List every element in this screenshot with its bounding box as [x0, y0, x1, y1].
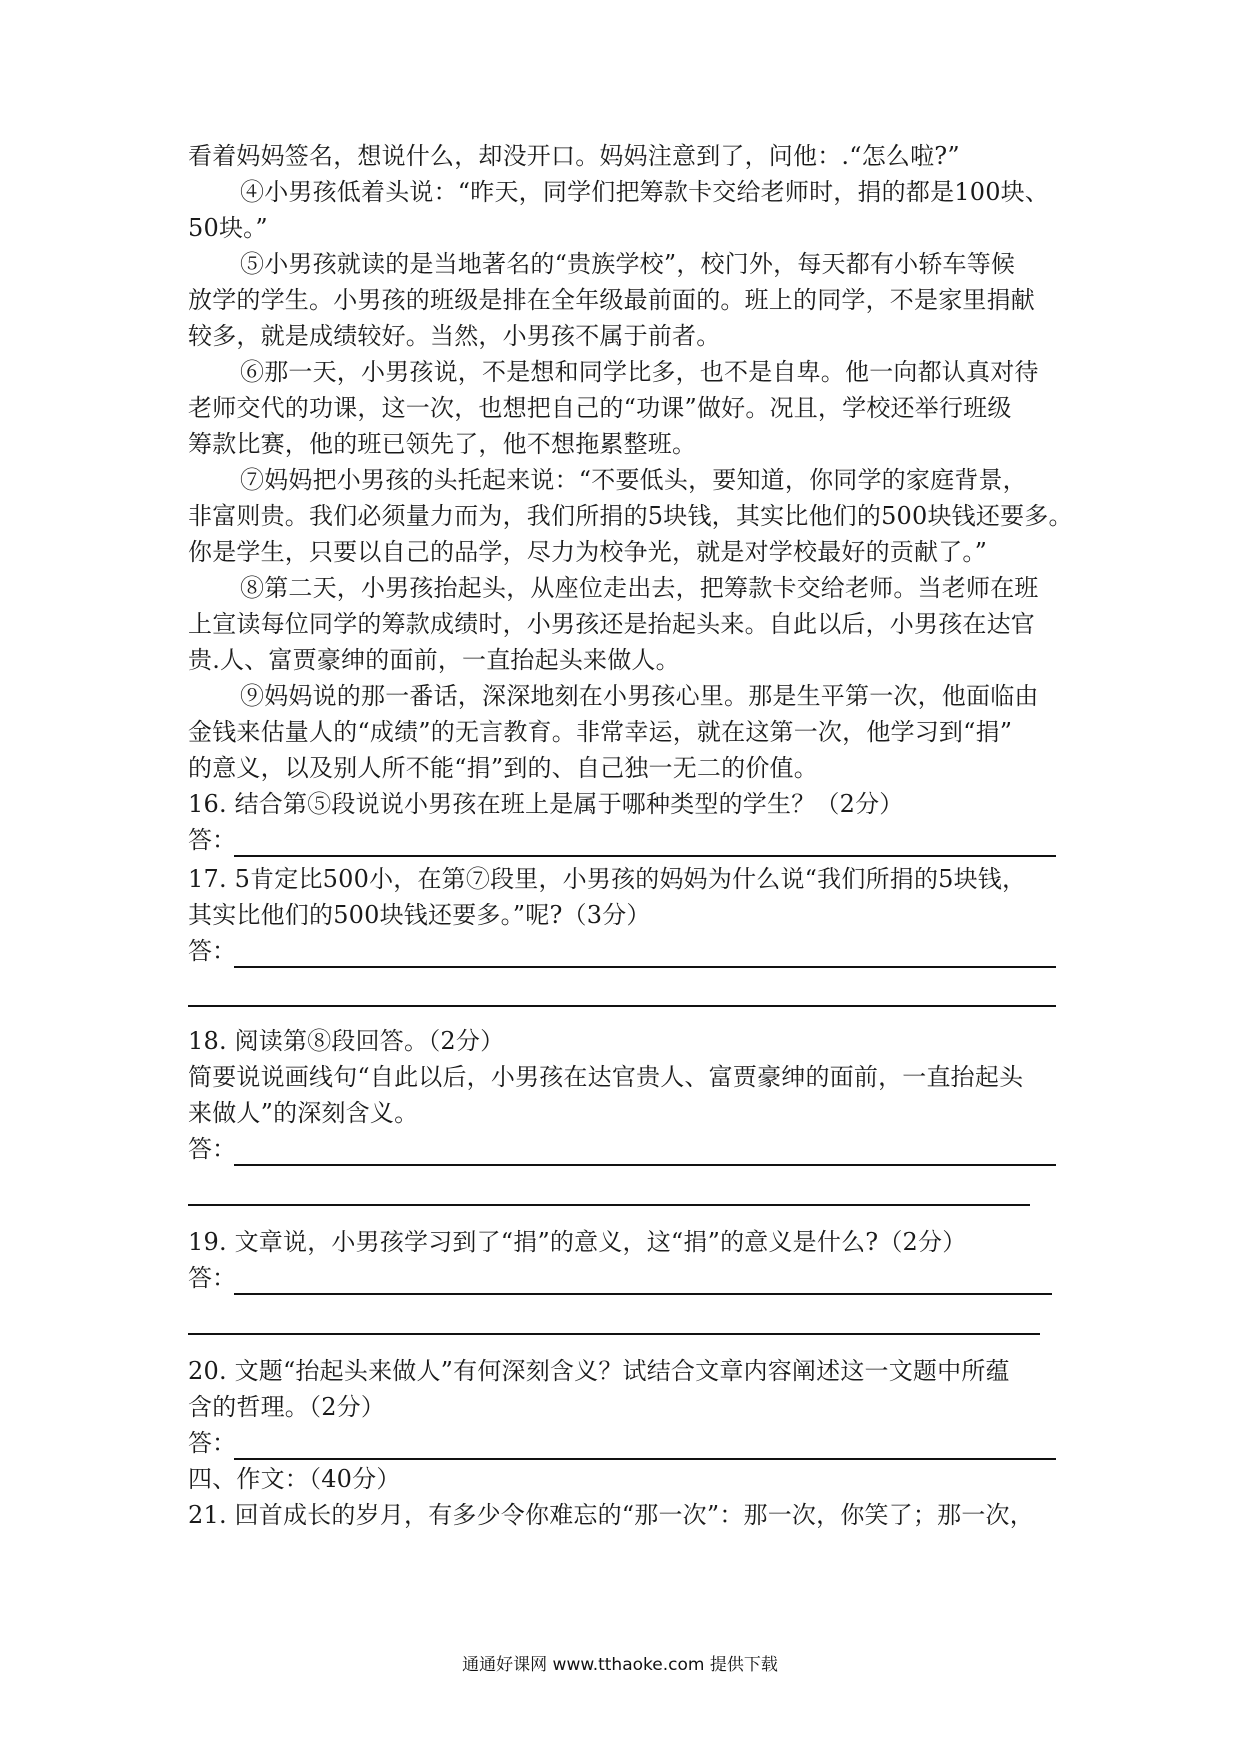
question-18-line-1: 18. 阅读第⑧段回答。（2分） [188, 1027, 505, 1055]
answer-label-18: 答： [188, 1135, 236, 1163]
passage-line-17: 金钱来估量人的“成绩”的无言教育。非常幸运，就在这第一次，他学习到“捐” [188, 718, 1013, 746]
answer-label-16: 答： [188, 826, 236, 854]
answer-line-18b[interactable] [188, 1204, 1030, 1206]
passage-line-7: ⑥那一天，小男孩说，不是想和同学比多，也不是自卑。他一向都认真对待 [240, 358, 1039, 386]
passage-line-8: 老师交代的功课，这一次，也想把自己的“功课”做好。况且，学校还举行班级 [188, 394, 1012, 422]
answer-line-19a[interactable] [234, 1293, 1052, 1295]
passage-line-9: 筹款比赛，他的班已领先了，他不想拖累整班。 [188, 430, 697, 458]
passage-line-18: 的意义，以及别人所不能“捐”到的、自己独一无二的价值。 [188, 754, 818, 782]
question-18-line-2: 简要说说画线句“自此以后，小男孩在达官贵人、富贾豪绅的面前，一直抬起头 [188, 1063, 1024, 1091]
answer-label-20: 答： [188, 1429, 236, 1457]
passage-line-4: ⑤小男孩就读的是当地著名的“贵族学校”，校门外，每天都有小轿车等候 [240, 250, 1016, 278]
question-20-line-1: 20. 文题“抬起头来做人”有何深刻含义？试结合文章内容阐述这一文题中所蕴 [188, 1357, 1010, 1385]
passage-line-14: 上宣读每位同学的筹款成绩时，小男孩还是抬起头来。自此以后，小男孩在达官 [188, 610, 1035, 638]
question-16: 16. 结合第⑤段说说小男孩在班上是属于哪种类型的学生？（2分） [188, 790, 904, 818]
answer-line-18a[interactable] [234, 1164, 1056, 1166]
question-20-line-2: 含的哲理。（2分） [188, 1393, 386, 1421]
passage-line-6: 较多，就是成绩较好。当然，小男孩不属于前者。 [188, 322, 721, 350]
answer-label-17: 答： [188, 937, 236, 965]
question-19: 19. 文章说，小男孩学习到了“捐”的意义，这“捐”的意义是什么?（2分） [188, 1228, 967, 1256]
passage-line-3: 50块。” [188, 214, 268, 242]
passage-line-1: 看着妈妈签名，想说什么，却没开口。妈妈注意到了，问他：.“怎么啦?” [188, 142, 960, 170]
question-17-line-2: 其实比他们的500块钱还要多。”呢?（3分） [188, 901, 651, 929]
passage-line-5: 放学的学生。小男孩的班级是排在全年级最前面的。班上的同学，不是家里捐献 [188, 286, 1035, 314]
passage-line-12: 你是学生，只要以自己的品学，尽力为校争光，就是对学校最好的贡献了。” [188, 538, 988, 566]
answer-line-17b[interactable] [188, 1005, 1056, 1007]
question-21: 21. 回首成长的岁月，有多少令你难忘的“那一次”：那一次，你笑了；那一次， [188, 1501, 1034, 1529]
passage-line-15: 贵.人、富贾豪绅的面前，一直抬起头来做人。 [188, 646, 680, 674]
passage-line-10: ⑦妈妈把小男孩的头托起来说：“不要低头，要知道，你同学的家庭背景， [240, 466, 1027, 494]
question-17-line-1: 17. 5肯定比500小，在第⑦段里，小男孩的妈妈为什么说“我们所捐的5块钱， [188, 865, 1027, 893]
passage-line-13: ⑧第二天，小男孩抬起头，从座位走出去，把筹款卡交给老师。当老师在班 [240, 574, 1039, 602]
question-18-line-3: 来做人”的深刻含义。 [188, 1099, 419, 1127]
answer-line-17a[interactable] [234, 966, 1056, 968]
answer-line-20[interactable] [234, 1458, 1056, 1460]
answer-label-19: 答： [188, 1264, 236, 1292]
answer-line-16[interactable] [234, 855, 1056, 857]
passage-line-11: 非富则贵。我们必须量力而为，我们所捐的5块钱，其实比他们的500块钱还要多。 [188, 502, 1073, 530]
passage-line-16: ⑨妈妈说的那一番话，深深地刻在小男孩心里。那是生平第一次，他面临由 [240, 682, 1039, 710]
passage-line-2: ④小男孩低着头说：“昨天，同学们把筹款卡交给老师时，捐的都是100块、 [240, 178, 1050, 206]
page-footer: 通通好课网 www.tthaoke.com 提供下载 [462, 1655, 778, 1675]
answer-line-19b[interactable] [188, 1333, 1040, 1335]
section-4-heading: 四、作文：（40分） [188, 1465, 401, 1493]
